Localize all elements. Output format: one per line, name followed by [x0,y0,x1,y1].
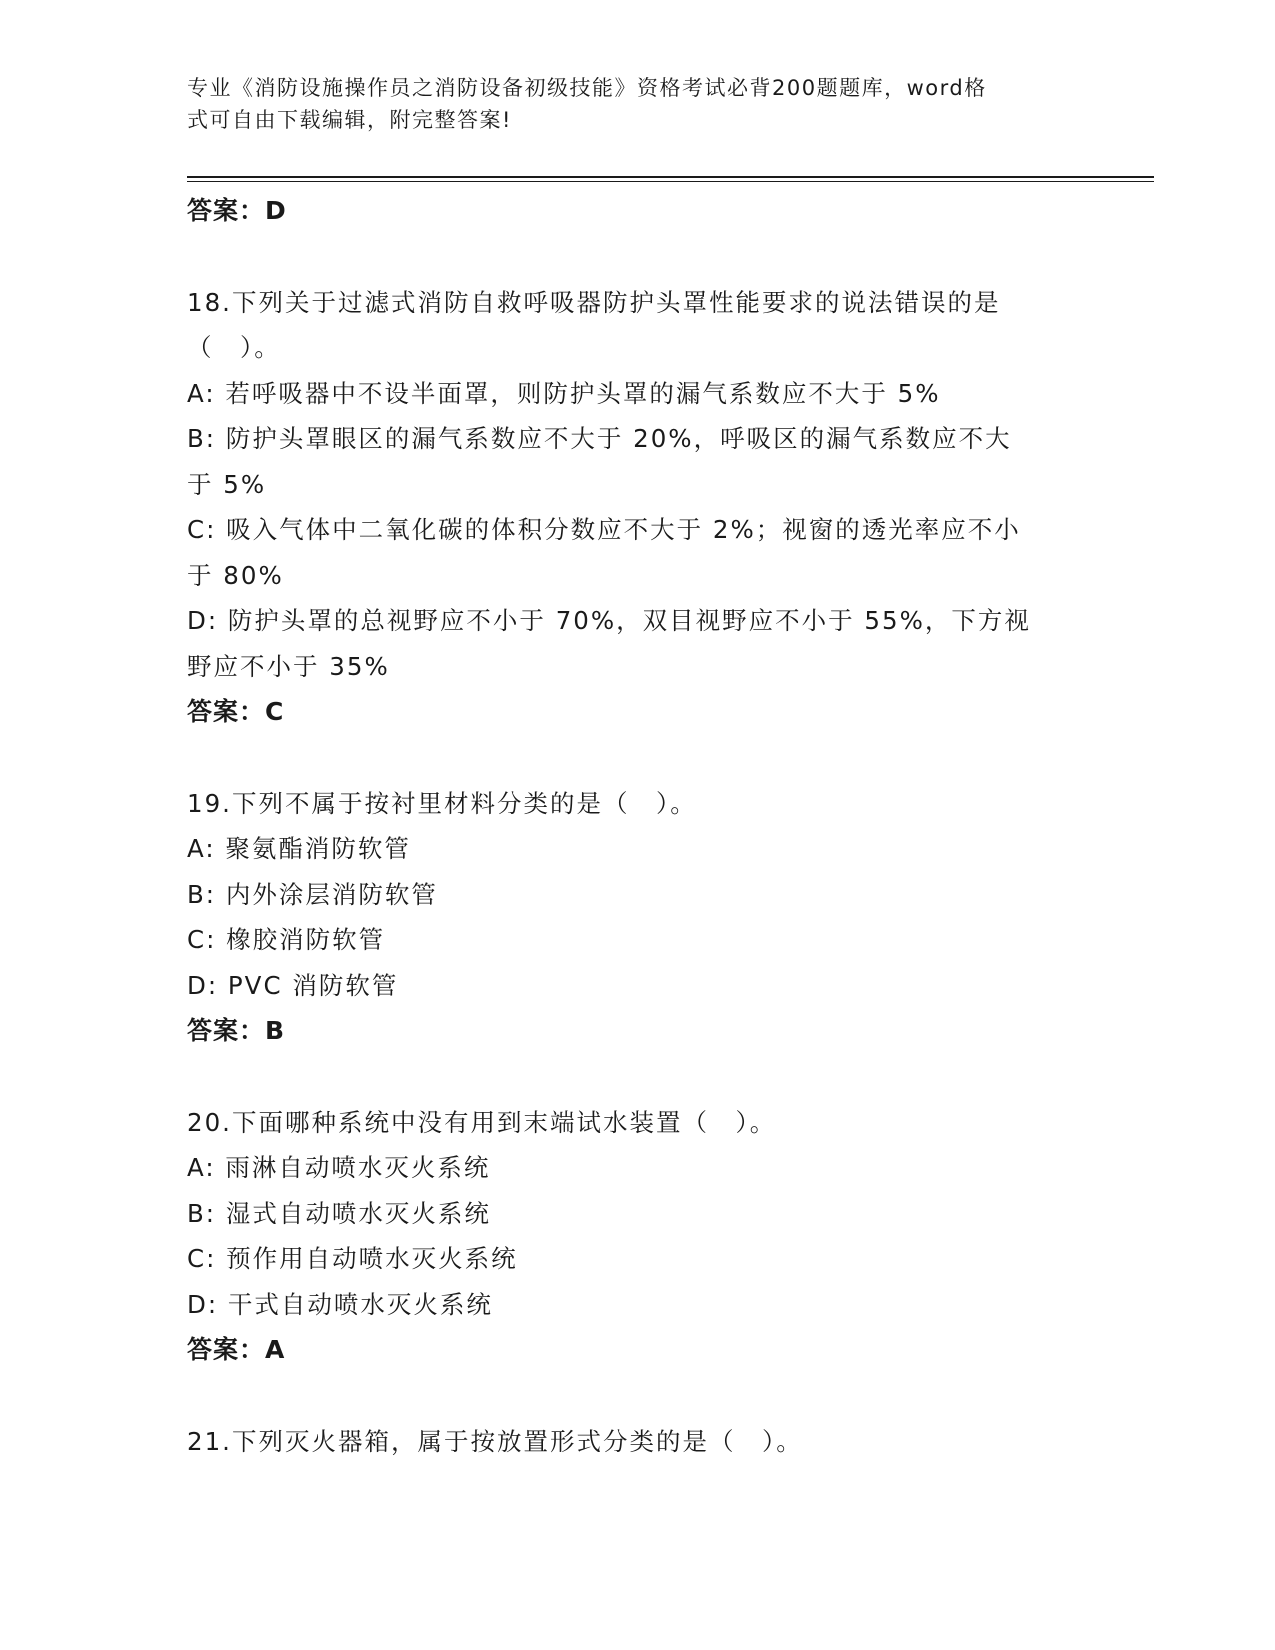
option-a: A: 雨淋自动喷水灭火系统 [187,1153,491,1182]
option-c: C: 吸入气体中二氧化碳的体积分数应不大于 2%；视窗的透光率应不小 [187,515,1021,544]
option-b: B: 内外涂层消防软管 [187,879,438,909]
option-a: A: 聚氨酯消防软管 [187,834,411,863]
spacer [187,1373,1087,1419]
question-block-20 [187,1100,1087,1373]
option-d: D: PVC 消防软管 [187,970,399,1000]
option-a: A: 若呼吸器中不设半面罩，则防护头罩的漏气系数应不大于 5% [187,378,941,408]
option-c: C: 预作用自动喷水灭火系统 [187,1244,518,1273]
answer-line: 答案：B [187,1016,286,1045]
question-block-21 [187,1419,1087,1465]
header-line-1: 专业《消防设施操作员之消防设备初级技能》资格考试必背200题题库，word格 [187,76,987,100]
page-header [187,72,1067,136]
question-stem-cont: （ ）。 [187,333,281,362]
answer-line: 答案：C [187,697,285,726]
option-c: C: 橡胶消防软管 [187,925,386,954]
option-d-cont: 野应不小于 35% [187,651,390,681]
option-d: D: 防护头罩的总视野应不小于 70%，双目视野应不小于 55%，下方视 [187,606,1031,635]
question-stem: 21.下列灭火器箱，属于按放置形式分类的是（ ）。 [187,1426,803,1456]
document-body [187,188,1087,1464]
spacer [187,234,1087,280]
spacer [187,735,1087,781]
question-stem: 20.下面哪种系统中没有用到末端试水装置（ ）。 [187,1107,777,1137]
option-b-cont: 于 5% [187,469,267,499]
header-divider-thick [187,176,1154,178]
answer-line: 答案：D [187,196,287,225]
question-stem: 18.下列关于过滤式消防自救呼吸器防护头罩性能要求的说法错误的是 [187,287,1001,317]
option-b: B: 湿式自动喷水灭火系统 [187,1198,491,1228]
header-divider-thin [187,181,1154,182]
option-c-cont: 于 80% [187,560,284,590]
question-block-19 [187,781,1087,1054]
question-block-18 [187,280,1087,735]
option-b: B: 防护头罩眼区的漏气系数应不大于 20%，呼吸区的漏气系数应不大 [187,424,1012,453]
spacer [187,1054,1087,1100]
question-stem: 19.下列不属于按衬里材料分类的是（ ）。 [187,788,697,818]
option-d: D: 干式自动喷水灭火系统 [187,1289,493,1319]
answer-line: 答案：A [187,1335,286,1364]
header-line-2: 式可自由下载编辑，附完整答案! [187,108,512,132]
